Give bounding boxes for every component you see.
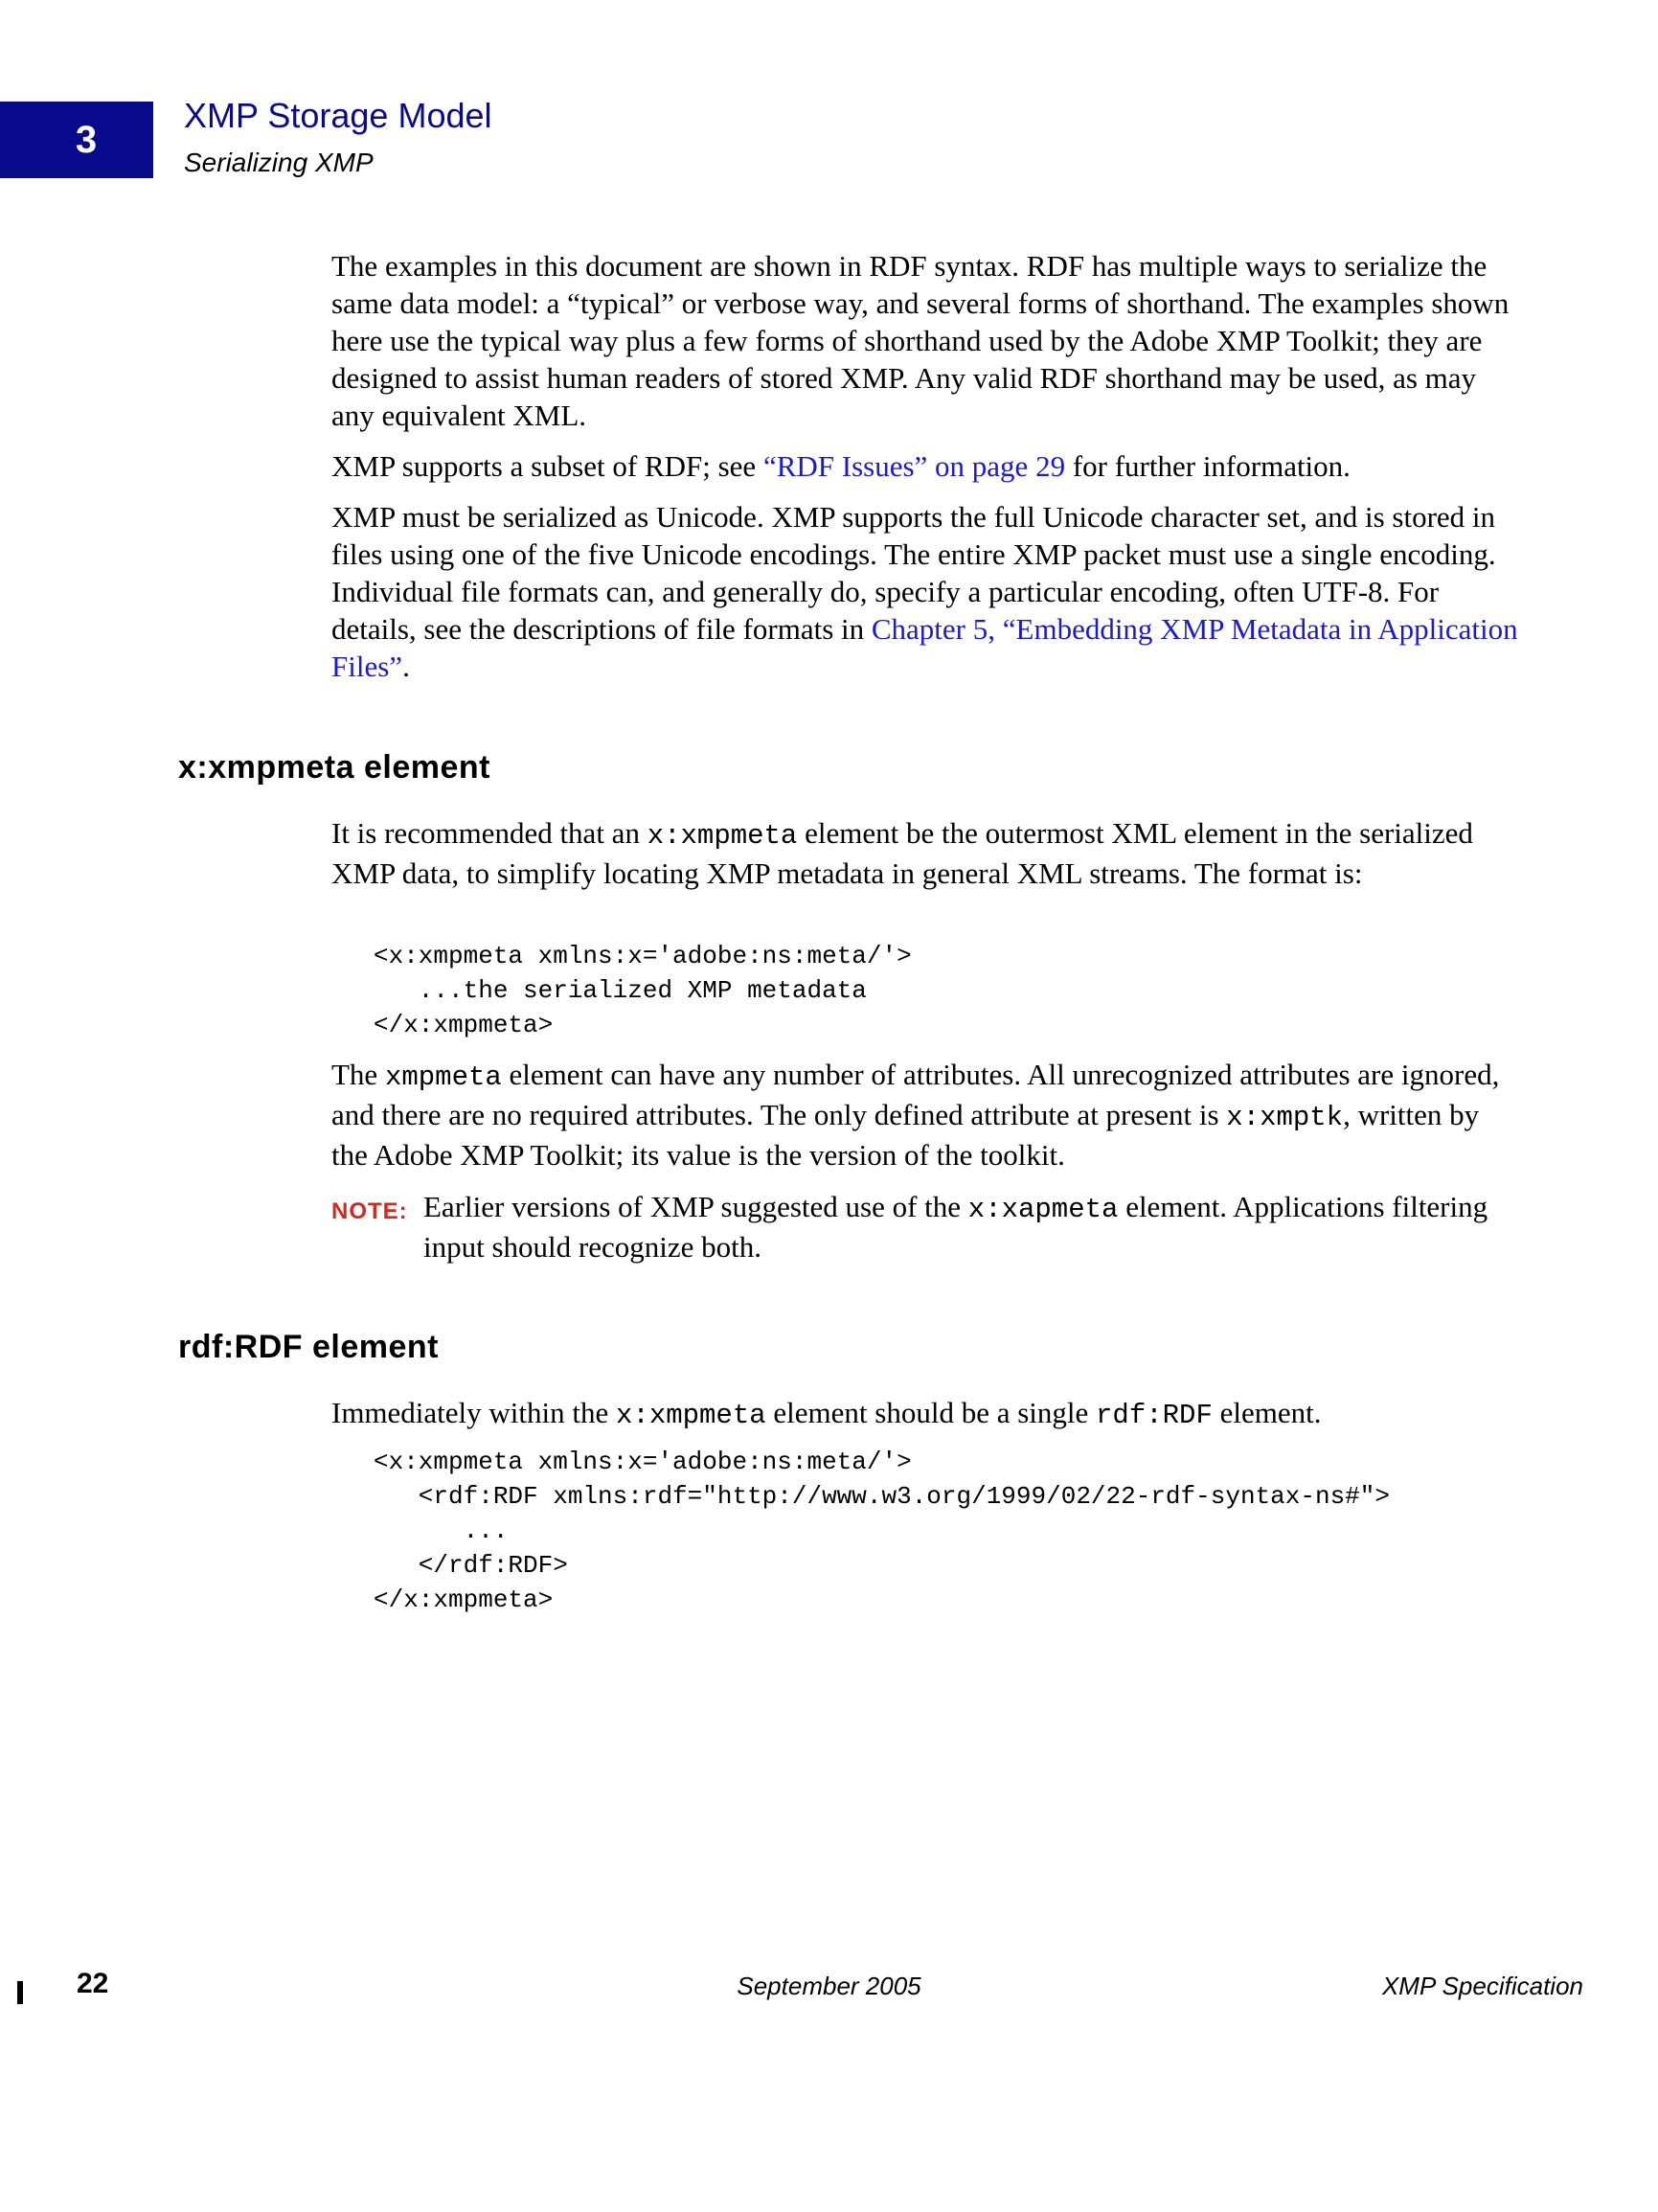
inline-code: x:xmpmeta xyxy=(647,820,798,852)
note-text xyxy=(423,1188,1519,1266)
text-span: , written by the Adobe XMP Toolkit; its value is the version of the toolkit. xyxy=(331,1098,1480,1172)
text-span: It is recommended that an xyxy=(331,816,647,850)
intro-paragraph-1: The examples in this document are shown in RDF syntax. RDF has multiple ways to serialize the same data model: a “typical” or verbose way, and several forms of shorthand. The examples shown here use the typical way plus a few forms of shorthand used by the Adobe XMP Toolkit; they are designed to assist human readers of stored XMP. Any valid RDF shorthand may be used, as may any equivalent XML. xyxy=(331,249,1510,432)
inline-code: x:xmptk xyxy=(1226,1102,1344,1133)
note-label-wrap xyxy=(331,1188,423,1266)
footer-date: September 2005 xyxy=(737,1972,921,2000)
rdf-code-block: <x:xmpmeta xmlns:x='adobe:ns:meta/'> <rdf:RDF xmlns:rdf="http://www.w3.org/1999/02/22-rdf-syntax-ns#"> ... </rdf:RDF> </x:xmpmeta> xyxy=(374,1448,1390,1614)
text-span: XMP supports a subset of RDF; see xyxy=(331,449,763,483)
text-span: for further information. xyxy=(1065,449,1351,483)
intro-block xyxy=(331,247,1519,698)
text-span: element. xyxy=(1212,1396,1322,1429)
text-span: Immediately within the xyxy=(331,1396,617,1429)
intro-paragraph-3 xyxy=(331,498,1519,685)
text-span: The xyxy=(331,1058,385,1091)
intro-paragraph-2 xyxy=(331,447,1519,485)
note-label: NOTE: xyxy=(331,1198,408,1224)
inline-code: rdf:RDF xyxy=(1096,1400,1213,1431)
inline-code: x:xmpmeta xyxy=(616,1400,766,1431)
rdf-paragraph-1 xyxy=(331,1394,1519,1434)
note-block xyxy=(331,1188,1519,1266)
xmpmeta-intro xyxy=(331,814,1519,905)
text-span: Earlier versions of XMP suggested use of the xyxy=(423,1190,968,1223)
xmpmeta-code-block: <x:xmpmeta xmlns:x='adobe:ns:meta/'> ...the serialized XMP metadata </x:xmpmeta> xyxy=(374,942,912,1039)
footer-doc-title: XMP Specification xyxy=(1381,1972,1583,2000)
chapter-number-box xyxy=(0,102,153,178)
text-span: element should be a single xyxy=(765,1396,1097,1429)
xmpmeta-attributes xyxy=(331,1056,1519,1187)
xmpmeta-paragraph-2 xyxy=(331,1056,1519,1174)
rdf-issues-link[interactable]: “RDF Issues” on page 29 xyxy=(762,449,1066,483)
section-title: Serializing XMP xyxy=(184,148,374,177)
text-span: element can have any number of attributes. All unrecognized attributes are ignored, and there are no required attributes. The only defined attribute at present is xyxy=(331,1058,1500,1131)
text-span: XMP must be serialized as Unicode. XMP supports the full Unicode character set, and is stored in files using one of the five Unicode encodings. The entire XMP packet must use a single encoding. Individual file formats can, and generally do, specify a particular encoding, often UTF-8. For details, see the descriptions of file formats in xyxy=(331,500,1496,646)
text-span: element. Applications filtering input should recognize both. xyxy=(423,1190,1488,1264)
inline-code: xmpmeta xyxy=(384,1061,502,1093)
inline-code: x:xapmeta xyxy=(967,1194,1119,1225)
xmpmeta-paragraph-1 xyxy=(331,814,1519,892)
page-number: 22 xyxy=(77,1968,109,1999)
rdf-heading: rdf:RDF element xyxy=(178,1329,439,1365)
chapter-title: XMP Storage Model xyxy=(184,96,492,135)
chapter-number: 3 xyxy=(75,118,98,161)
text-span: element be the outermost XML element in the serialized XMP data, to simplify locating XMP metadata in general XML streams. The format is: xyxy=(331,816,1473,890)
xmpmeta-heading: x:xmpmeta element xyxy=(178,749,490,786)
chapter-5-link[interactable]: Chapter 5, “Embedding XMP Metadata in Application Files” xyxy=(331,612,1518,683)
rdf-intro xyxy=(331,1394,1519,1448)
text-span: . xyxy=(402,650,410,683)
